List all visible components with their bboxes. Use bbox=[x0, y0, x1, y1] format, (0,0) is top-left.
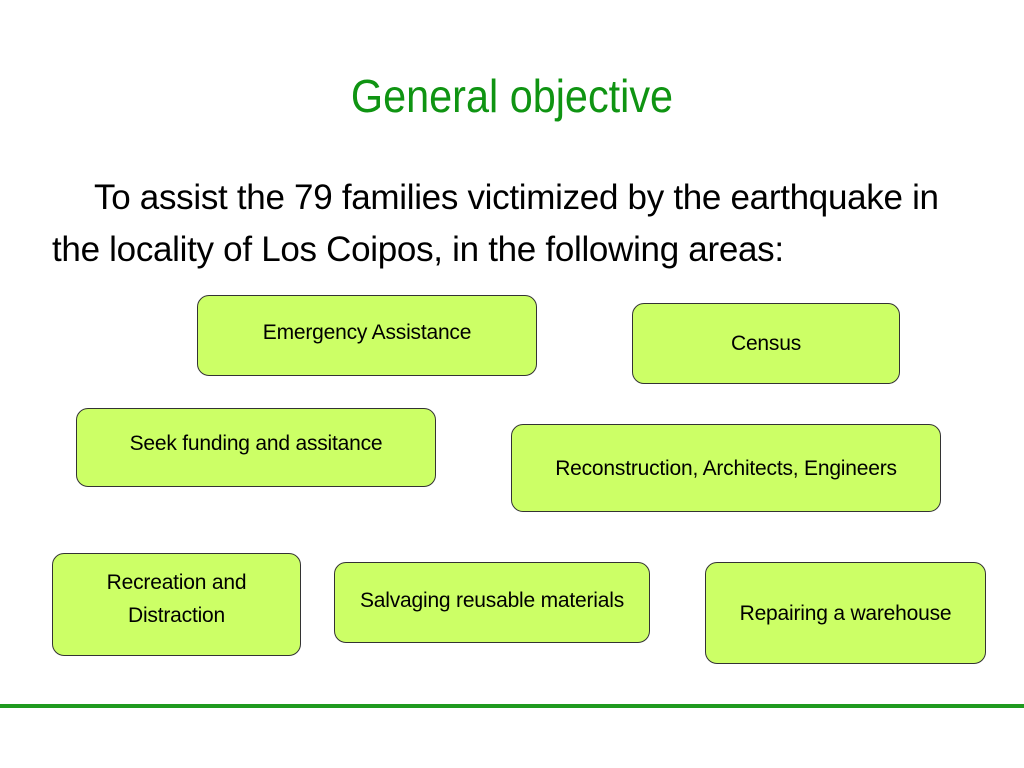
area-box-emergency-assistance bbox=[197, 295, 537, 376]
area-box-salvaging bbox=[334, 562, 650, 643]
area-label: Recreation and Distraction bbox=[106, 570, 247, 627]
area-label: Salvaging reusable materials bbox=[359, 589, 625, 612]
area-label: Census bbox=[730, 332, 801, 355]
area-label: Emergency Assistance bbox=[262, 321, 472, 344]
area-box-recreation bbox=[52, 553, 301, 656]
area-box-seek-funding bbox=[76, 408, 436, 487]
area-label: Repairing a warehouse bbox=[739, 601, 952, 625]
area-label: Reconstruction, Architects, Engineers bbox=[555, 456, 897, 480]
area-label: Seek funding and assitance bbox=[129, 432, 383, 455]
footer-divider bbox=[0, 704, 1024, 708]
slide-title: General objective bbox=[350, 70, 674, 122]
area-box-reconstruction bbox=[511, 424, 941, 512]
objective-text: To assist the 79 families victimized by the earthquake in the locality of Los Coipos, in the following areas: bbox=[52, 178, 939, 269]
area-box-repairing-warehouse bbox=[705, 562, 986, 664]
area-box-census bbox=[632, 303, 900, 384]
